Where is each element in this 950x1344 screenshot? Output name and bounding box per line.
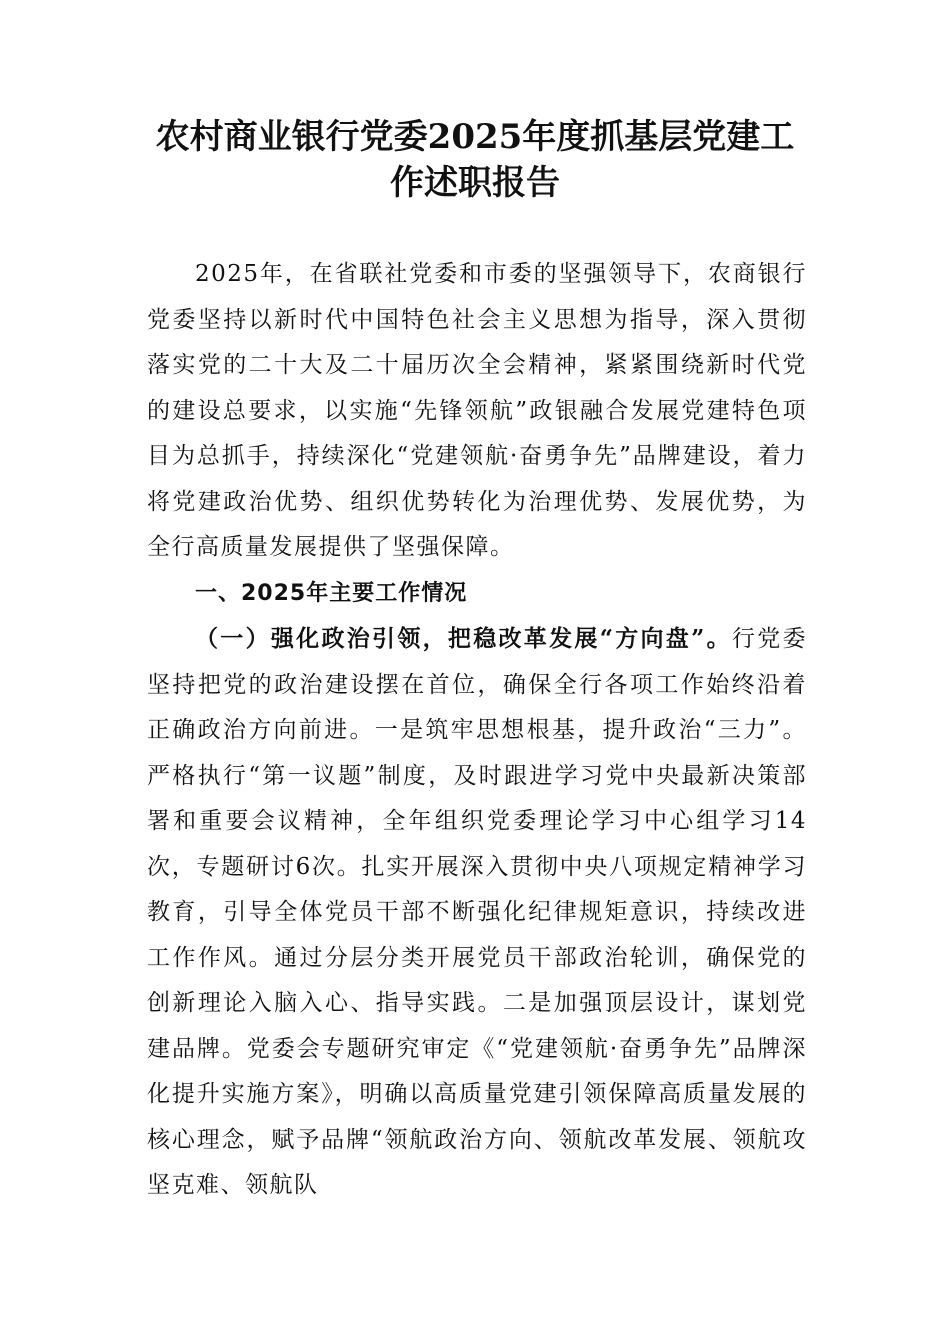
document-body	[147, 252, 807, 1209]
intro-paragraph: 2025年，在省联社党委和市委的坚强领导下，农商银行党委坚持以新时代中国特色社会主义思想为指导，深入贯彻落实党的二十大及二十届历次全会精神，紧紧围绕新时代党的建设总要求，以实施“先锋领航”政银融合发展党建特色项目为总抓手，持续深化“党建领航·奋勇争先”品牌建设，着力将党建政治优势、组织优势转化为治理优势、发展优势，为全行高质量发展提供了坚强保障。	[147, 261, 807, 560]
document-title	[120, 114, 830, 206]
subsection-heading-1: （一）强化政治引领，把稳改革发展“方向盘”。	[195, 625, 732, 652]
section-heading-1: 一、2025年主要工作情况	[195, 580, 468, 606]
subsection-text-1: 行党委坚持把党的政治建设摆在首位，确保全行各项工作始终沿着正确政治方向前进。一是筑牢思想根基，提升政治“三力”。严格执行“第一议题”制度，及时跟进学习党中央最新决策部署和重要会议精神，全年组织党委理论学习中心组学习14次，专题研讨6次。扎实开展深入贯彻中央八项规定精神学习教育，引导全体党员干部不断强化纪律规矩意识，持续改进工作作风。通过分层分类开展党员干部政治轮训，确保党的创新理论入脑入心、指导实践。二是加强顶层设计，谋划党建品牌。党委会专题研究审定《“党建领航·奋勇争先”品牌深化提升实施方案》，明确以高质量党建引领保障高质量发展的核心理念，赋予品牌“领航政治方向、领航改革发展、领航攻坚克难、领航队	[147, 626, 807, 1198]
title-line-2: 作述职报告	[390, 163, 560, 203]
title-line-1: 农村商业银行党委2025年度抓基层党建工	[155, 117, 795, 157]
subsection-paragraph-1	[147, 616, 807, 1209]
